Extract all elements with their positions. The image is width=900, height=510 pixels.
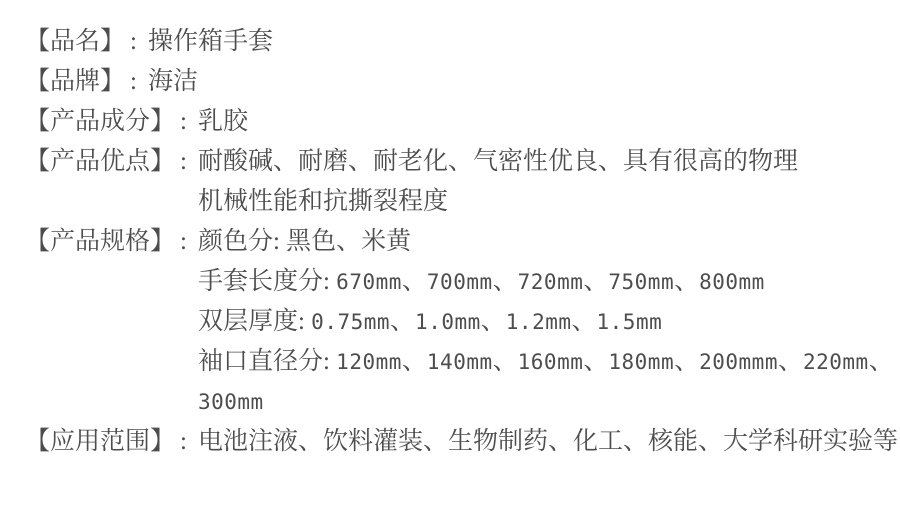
spec-entry-application-scope (25, 422, 898, 462)
field-value-line (198, 342, 892, 382)
field-value (198, 102, 248, 142)
cjk-text: : (180, 428, 187, 455)
cjk-text: : (130, 68, 137, 95)
numeric-text: 670mm (336, 270, 402, 294)
field-value (197, 422, 898, 462)
cjk-text: 、 (492, 268, 518, 295)
field-label (25, 62, 125, 102)
numeric-text: 120mm (336, 350, 402, 374)
field-value (148, 62, 198, 102)
cjk-text: 、 (401, 348, 427, 375)
cjk-text: 海洁 (147, 68, 198, 95)
cjk-text: 、 (401, 268, 427, 295)
spec-entry-product-advantages (25, 142, 892, 222)
spec-entry-product-specifications (25, 222, 892, 422)
field-colon (130, 22, 137, 62)
cjk-text: 、 (674, 348, 700, 375)
cjk-text: 、 (390, 308, 416, 335)
cjk-text: : (180, 108, 187, 135)
field-value-line (148, 22, 273, 62)
numeric-text: 720mm (517, 270, 584, 294)
cjk-text: 【品名】 (25, 28, 126, 55)
cjk-text: 、 (868, 348, 894, 375)
field-value-line (198, 302, 892, 342)
field-label (25, 102, 175, 142)
cjk-text: 双层厚度: (197, 308, 312, 335)
field-colon (180, 222, 187, 262)
cjk-text: 【品牌】 (25, 68, 126, 95)
field-colon (130, 62, 137, 102)
numeric-text: 800mm (699, 270, 765, 294)
field-label (25, 22, 125, 62)
numeric-text: 1.2mm (505, 310, 572, 334)
cjk-text: 机械性能和抗撕裂程度 (197, 188, 448, 215)
field-value-line (198, 142, 798, 182)
cjk-text: 袖口直径分: (197, 348, 337, 375)
cjk-text: 【产品优点】 (25, 148, 176, 175)
numeric-text: 700mm (426, 270, 493, 294)
numeric-text: 180mm (608, 350, 675, 374)
field-value-line (198, 102, 248, 142)
field-value-line (198, 182, 798, 222)
cjk-text: 电池注液、饮料灌装、生物制药、化工、核能、大学科研实验等 (197, 428, 898, 455)
cjk-text: 【应用范围】 (25, 428, 176, 455)
cjk-text: 乳胶 (197, 108, 248, 135)
spec-entry-product-composition (25, 102, 892, 142)
numeric-text: 220mm (802, 350, 869, 374)
cjk-text: 操作箱手套 (147, 28, 273, 55)
field-value-line (197, 422, 898, 462)
cjk-text: 【产品成分】 (25, 108, 176, 135)
numeric-text: 200mmm (699, 350, 778, 374)
field-label (25, 422, 175, 462)
cjk-text: 、 (571, 308, 597, 335)
field-colon (180, 102, 187, 142)
cjk-text: 耐酸碱、耐磨、耐老化、气密性优良、具有很高的物理 (197, 148, 798, 175)
numeric-text: 300mm (197, 390, 264, 414)
cjk-text: : (180, 228, 187, 255)
numeric-text: 160mm (517, 350, 584, 374)
numeric-text: 0.75mm (311, 310, 391, 334)
field-label (25, 142, 175, 182)
cjk-text: 【产品规格】 (25, 228, 176, 255)
cjk-text: : (130, 28, 137, 55)
cjk-text: 、 (583, 268, 609, 295)
cjk-text: 、 (583, 348, 609, 375)
cjk-text: 、 (674, 268, 700, 295)
cjk-text: 、 (480, 308, 506, 335)
field-value-line (198, 382, 892, 422)
numeric-text: 750mm (608, 270, 675, 294)
cjk-text: 、 (777, 348, 803, 375)
field-value-line (198, 262, 892, 302)
cjk-text: : (180, 148, 187, 175)
numeric-text: 1.0mm (415, 310, 481, 334)
field-value (148, 22, 273, 62)
field-value-line (198, 222, 892, 262)
spec-entry-product-name (25, 22, 892, 62)
cjk-text: 、 (492, 348, 518, 375)
spec-entry-brand (25, 62, 892, 102)
field-label (25, 222, 175, 262)
numeric-text: 1.5mm (596, 310, 663, 334)
field-value-line (148, 62, 198, 102)
cjk-text: 手套长度分: (197, 268, 337, 295)
numeric-text: 140mm (426, 350, 493, 374)
field-colon (180, 142, 187, 182)
field-colon (180, 422, 187, 462)
cjk-text: 颜色分: 黑色、米黄 (197, 228, 412, 255)
field-value (198, 222, 892, 422)
field-value (198, 142, 798, 222)
